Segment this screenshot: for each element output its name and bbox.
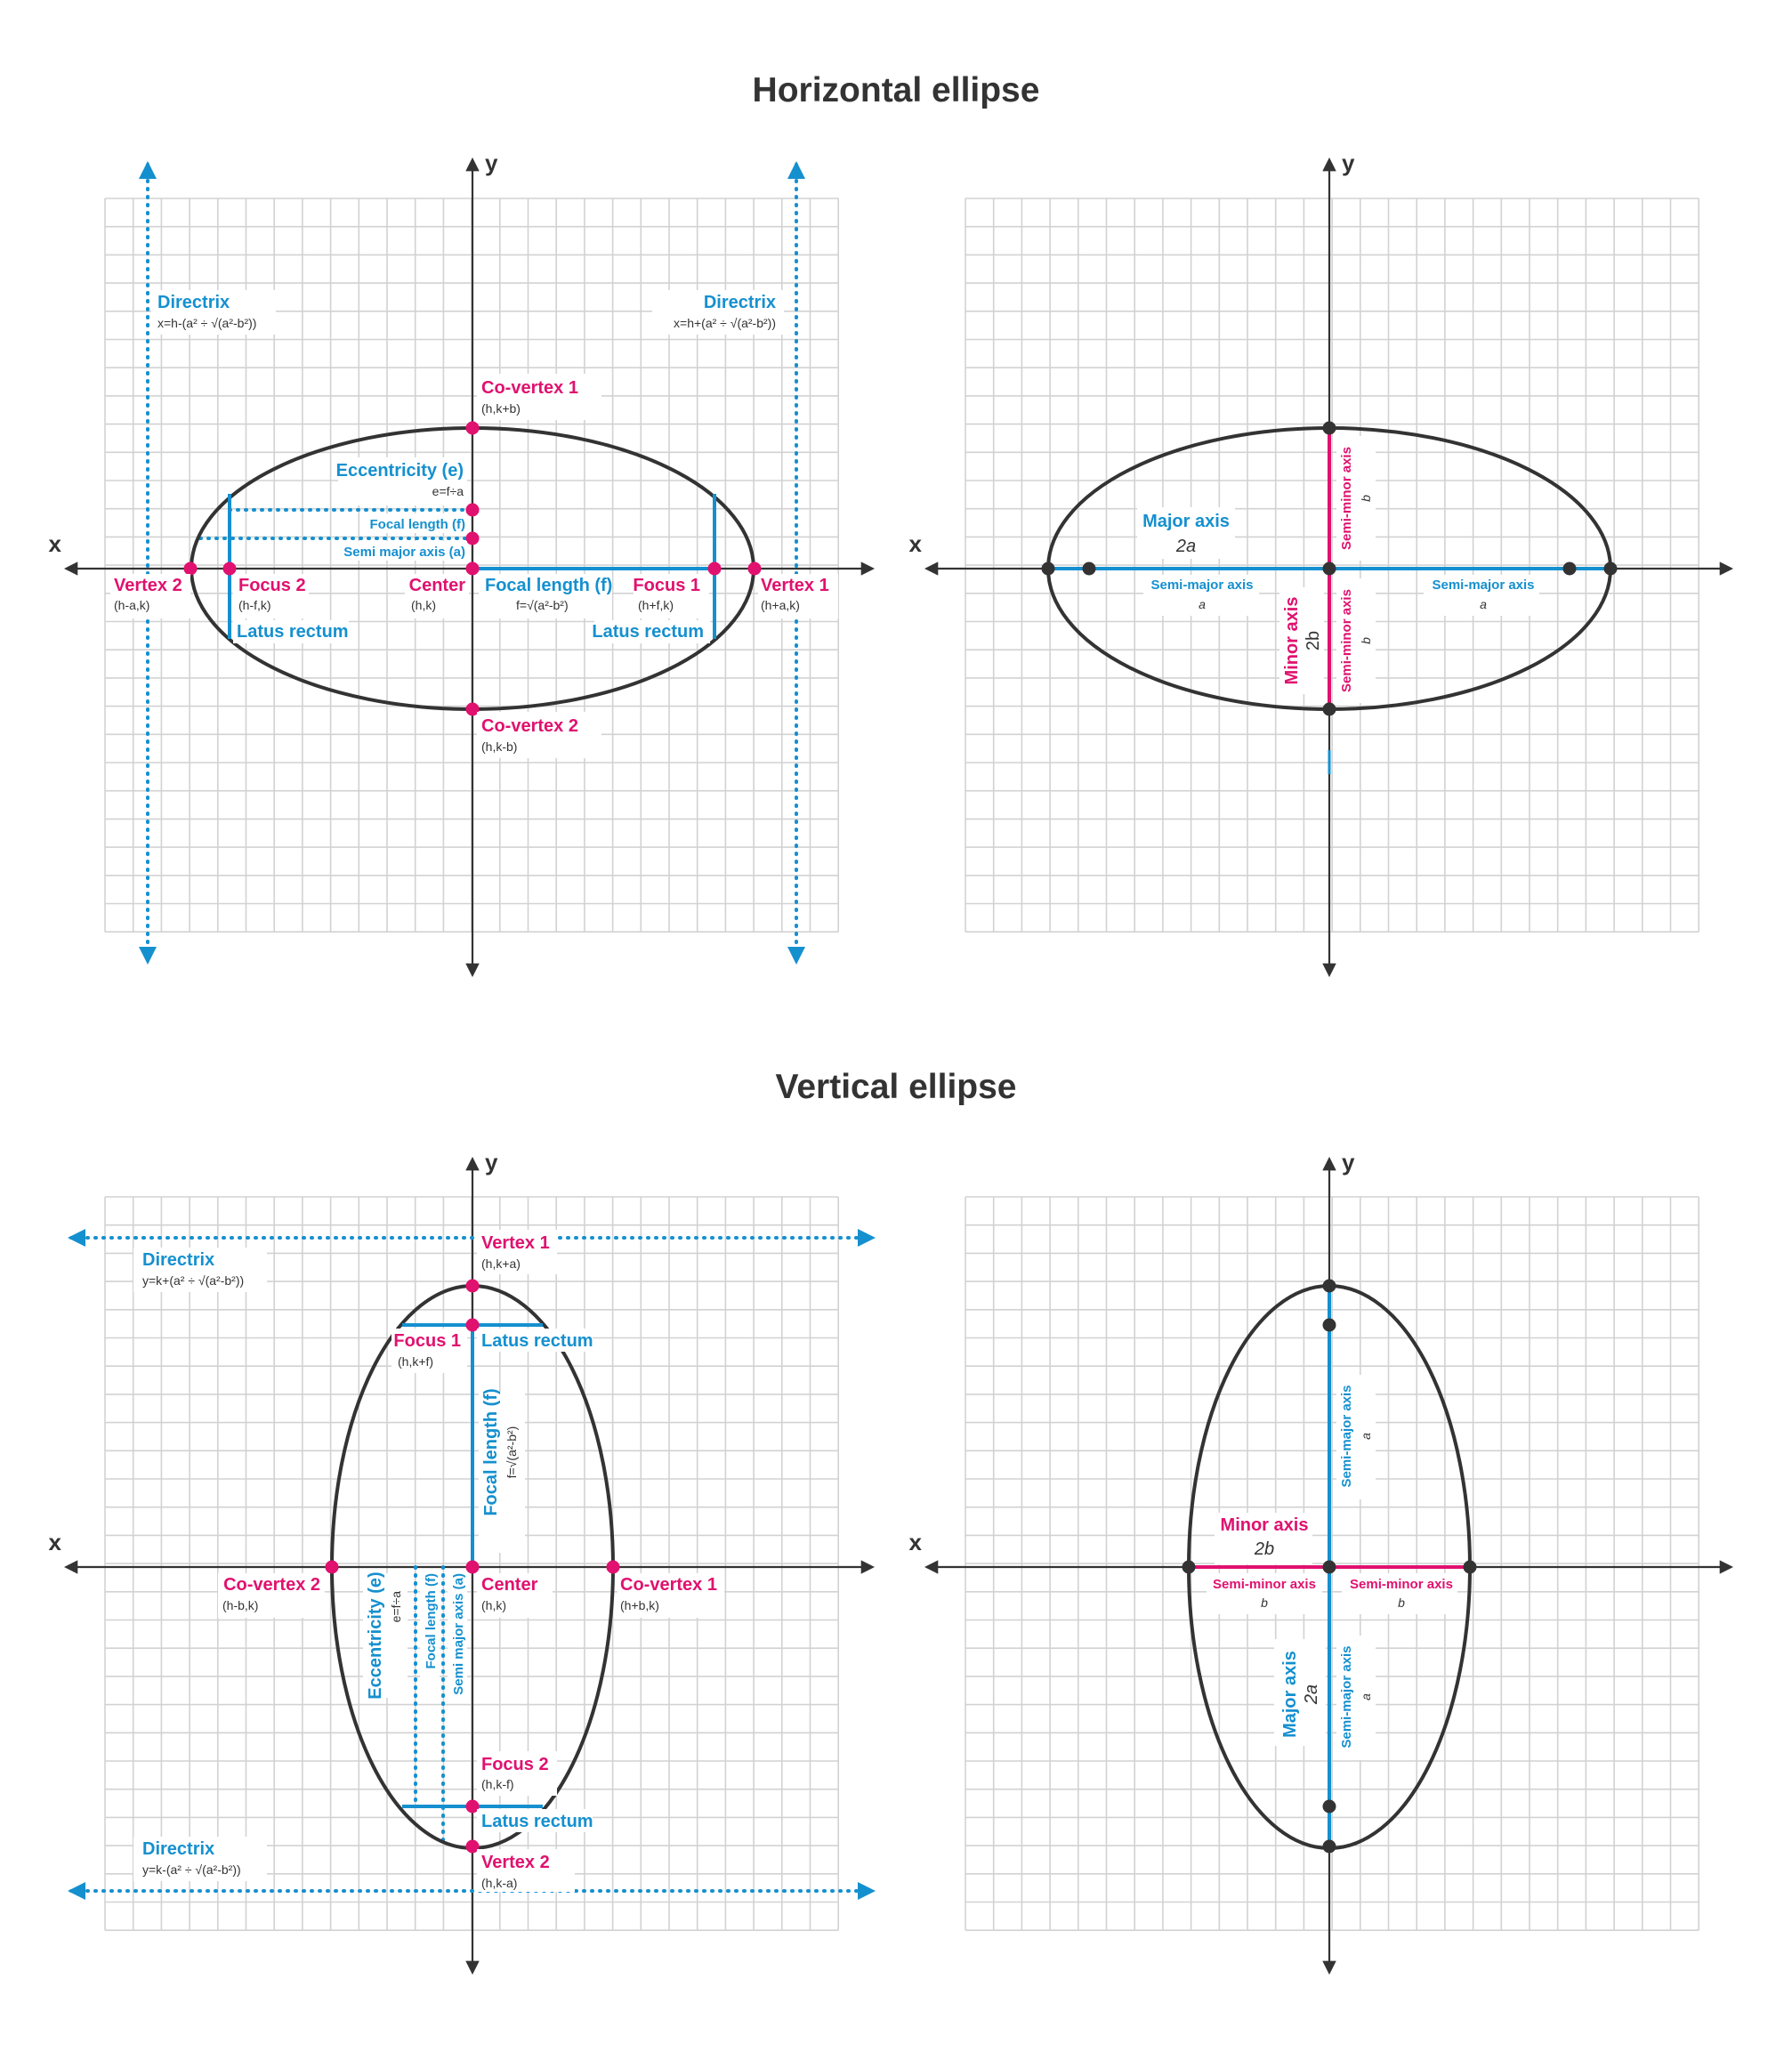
- h1-eccentricity-point-1: [466, 504, 480, 517]
- h2-covertex-2-point: [1323, 703, 1336, 716]
- h2-semi-minor-top-value: b: [1359, 495, 1373, 502]
- h1-focal-length-label: Focal length (f): [485, 576, 613, 595]
- h1-eccentricity-point-2: [466, 532, 480, 545]
- h2-semi-major-right-label: Semi-major axis: [1432, 578, 1535, 593]
- v2-major-axis-value: 2a: [1302, 1684, 1321, 1705]
- h1-focus-2-point: [223, 562, 237, 576]
- h1-latus-rectum-left-label: Latus rectum: [237, 622, 349, 642]
- v2-major-axis-label: Major axis: [1280, 1651, 1300, 1738]
- h1-y-axis-label: y: [485, 149, 498, 176]
- shapes-layer: [67, 160, 1731, 1972]
- h2-semi-minor-bottom-label: Semi-minor axis: [1339, 589, 1354, 692]
- v1-focus-2-label: Focus 2: [481, 1755, 549, 1774]
- h1-vertex-2-coord: (h-a,k): [114, 598, 150, 612]
- h2-major-axis-value: 2a: [1175, 537, 1197, 556]
- h1-vertex-2-point: [184, 562, 198, 576]
- h2-focus-1-point: [1563, 562, 1577, 576]
- v2-y-axis-label: y: [1342, 1149, 1355, 1175]
- h2-covertex-1-point: [1323, 422, 1336, 435]
- v2-vertex-2-point: [1323, 1840, 1336, 1854]
- v2-minor-axis-value: 2b: [1254, 1539, 1275, 1559]
- v1-covertex-2-point: [326, 1561, 339, 1574]
- h1-directrix-right-formula: x=h+(a² ÷ √(a²-b²)): [674, 316, 776, 330]
- h2-semi-minor-top-label: Semi-minor axis: [1339, 447, 1354, 550]
- h1-eccentricity-formula: e=f÷a: [432, 484, 464, 498]
- v2-focus-1-point: [1323, 1319, 1336, 1332]
- v1-eccentricity-label: Eccentricity (e): [366, 1571, 385, 1700]
- h2-minor-axis-value: 2b: [1304, 630, 1323, 651]
- v1-focus-1-coord: (h,k+f): [398, 1354, 434, 1369]
- v1-vertex-1-point: [466, 1280, 480, 1293]
- h1-focus-2-label: Focus 2: [238, 576, 306, 595]
- v1-covertex-1-point: [607, 1561, 620, 1574]
- v1-vertex-1-label: Vertex 1: [481, 1233, 550, 1253]
- v1-focal-length-label: Focal length (f): [481, 1388, 501, 1516]
- v1-directrix-top-formula: y=k+(a² ÷ √(a²-b²)): [142, 1273, 245, 1288]
- h2-focus-2-point: [1083, 562, 1096, 576]
- v1-latus-rectum-top-label: Latus rectum: [481, 1331, 593, 1351]
- v2-covertex-left-point: [1183, 1561, 1196, 1574]
- h2-semi-major-left-label: Semi-major axis: [1150, 578, 1254, 593]
- v2-minor-axis-label: Minor axis: [1220, 1515, 1309, 1535]
- h1-eccentricity-label: Eccentricity (e): [335, 461, 464, 481]
- h1-center-point: [466, 562, 480, 576]
- v2-focus-2-point: [1323, 1800, 1336, 1814]
- h2-major-axis-label: Major axis: [1142, 512, 1230, 531]
- v1-covertex-2-coord: (h-b,k): [222, 1598, 259, 1612]
- v2-semi-major-bottom-value: a: [1359, 1693, 1373, 1701]
- h1-focal-length-formula: f=√(a²-b²): [516, 598, 569, 612]
- h1-directrix-left-label: Directrix: [157, 293, 230, 312]
- v1-directrix-top-label: Directrix: [142, 1250, 215, 1270]
- v1-directrix-bottom-formula: y=k-(a² ÷ √(a²-b²)): [142, 1862, 241, 1877]
- h1-covertex-1-point: [466, 422, 480, 435]
- h2-minor-axis-label: Minor axis: [1282, 596, 1302, 685]
- v1-focal-length-formula: f=√(a²-b²): [505, 1426, 519, 1479]
- v1-y-axis-label: y: [485, 1149, 498, 1175]
- v1-semi-major-small: Semi major axis (a): [451, 1573, 466, 1695]
- h1-focal-length-small: Focal length (f): [369, 517, 465, 532]
- h1-vertex-1-coord: (h+a,k): [761, 598, 800, 612]
- v1-latus-rectum-bottom-label: Latus rectum: [481, 1812, 593, 1831]
- h1-vertex-1-point: [748, 562, 762, 576]
- v1-vertex-2-label: Vertex 2: [481, 1853, 550, 1872]
- v1-covertex-1-coord: (h+b,k): [620, 1598, 659, 1612]
- h2-vertex-1-point: [1604, 562, 1618, 576]
- v2-vertex-1-point: [1323, 1280, 1336, 1293]
- h2-semi-major-right-value: a: [1480, 597, 1487, 611]
- v2-semi-minor-right-value: b: [1398, 1596, 1405, 1610]
- h2-semi-minor-bottom-value: b: [1359, 637, 1373, 644]
- h1-center-label: Center: [408, 576, 465, 595]
- h2-semi-major-left-value: a: [1199, 597, 1206, 611]
- h2-center-point: [1323, 562, 1336, 576]
- v2-semi-major-top-label: Semi-major axis: [1339, 1385, 1354, 1488]
- h1-covertex-1-coord: (h,k+b): [481, 401, 521, 416]
- v1-vertex-1-coord: (h,k+a): [481, 1256, 521, 1271]
- h2-vertex-2-point: [1042, 562, 1055, 576]
- h1-vertex-2-label: Vertex 2: [114, 576, 182, 595]
- h1-focus-1-point: [708, 562, 722, 576]
- v1-focus-2-coord: (h,k-f): [481, 1777, 514, 1791]
- v1-center-point: [466, 1561, 480, 1574]
- h1-vertex-1-label: Vertex 1: [761, 576, 829, 595]
- h1-covertex-2-label: Co-vertex 2: [481, 716, 578, 736]
- v1-vertex-2-coord: (h,k-a): [481, 1876, 518, 1890]
- v2-covertex-right-point: [1464, 1561, 1477, 1574]
- title-horizontal-ellipse: Horizontal ellipse: [752, 71, 1040, 109]
- h1-x-axis-label: x: [48, 530, 61, 557]
- v1-x-axis-label: x: [48, 1529, 61, 1555]
- h1-focus-2-coord: (h-f,k): [238, 598, 271, 612]
- h2-x-axis-label: x: [908, 530, 922, 557]
- h1-focus-1-coord: (h+f,k): [638, 598, 674, 612]
- v1-covertex-1-label: Co-vertex 1: [620, 1575, 717, 1595]
- v2-semi-major-bottom-label: Semi-major axis: [1339, 1645, 1354, 1749]
- v1-covertex-2-label: Co-vertex 2: [223, 1575, 320, 1595]
- title-vertical-ellipse: Vertical ellipse: [775, 1068, 1017, 1106]
- v2-semi-major-top-value: a: [1359, 1433, 1373, 1440]
- v1-focal-length-small: Focal length (f): [424, 1573, 439, 1669]
- v2-x-axis-label: x: [908, 1529, 922, 1555]
- labels-layer: [49, 149, 1539, 1892]
- v1-center-coord: (h,k): [481, 1598, 506, 1612]
- h1-center-coord: (h,k): [411, 598, 436, 612]
- v1-center-label: Center: [481, 1575, 538, 1595]
- h1-directrix-left-formula: x=h-(a² ÷ √(a²-b²)): [157, 316, 257, 330]
- h1-covertex-1-label: Co-vertex 1: [481, 378, 578, 398]
- h2-y-axis-label: y: [1342, 149, 1355, 176]
- h1-focus-1-label: Focus 1: [633, 576, 700, 595]
- v2-center-point: [1323, 1561, 1336, 1574]
- h1-directrix-right-label: Directrix: [703, 293, 776, 312]
- v1-eccentricity-formula: e=f÷a: [389, 1591, 403, 1623]
- v1-focus-1-label: Focus 1: [393, 1331, 461, 1351]
- v1-directrix-bottom-label: Directrix: [142, 1839, 215, 1859]
- h1-latus-rectum-right-label: Latus rectum: [592, 622, 704, 642]
- h1-semi-major-small: Semi major axis (a): [343, 545, 465, 560]
- v2-semi-minor-right-label: Semi-minor axis: [1350, 1577, 1453, 1592]
- v2-semi-minor-left-value: b: [1261, 1596, 1268, 1610]
- v2-semi-minor-left-label: Semi-minor axis: [1213, 1577, 1316, 1592]
- h1-covertex-2-coord: (h,k-b): [481, 739, 518, 754]
